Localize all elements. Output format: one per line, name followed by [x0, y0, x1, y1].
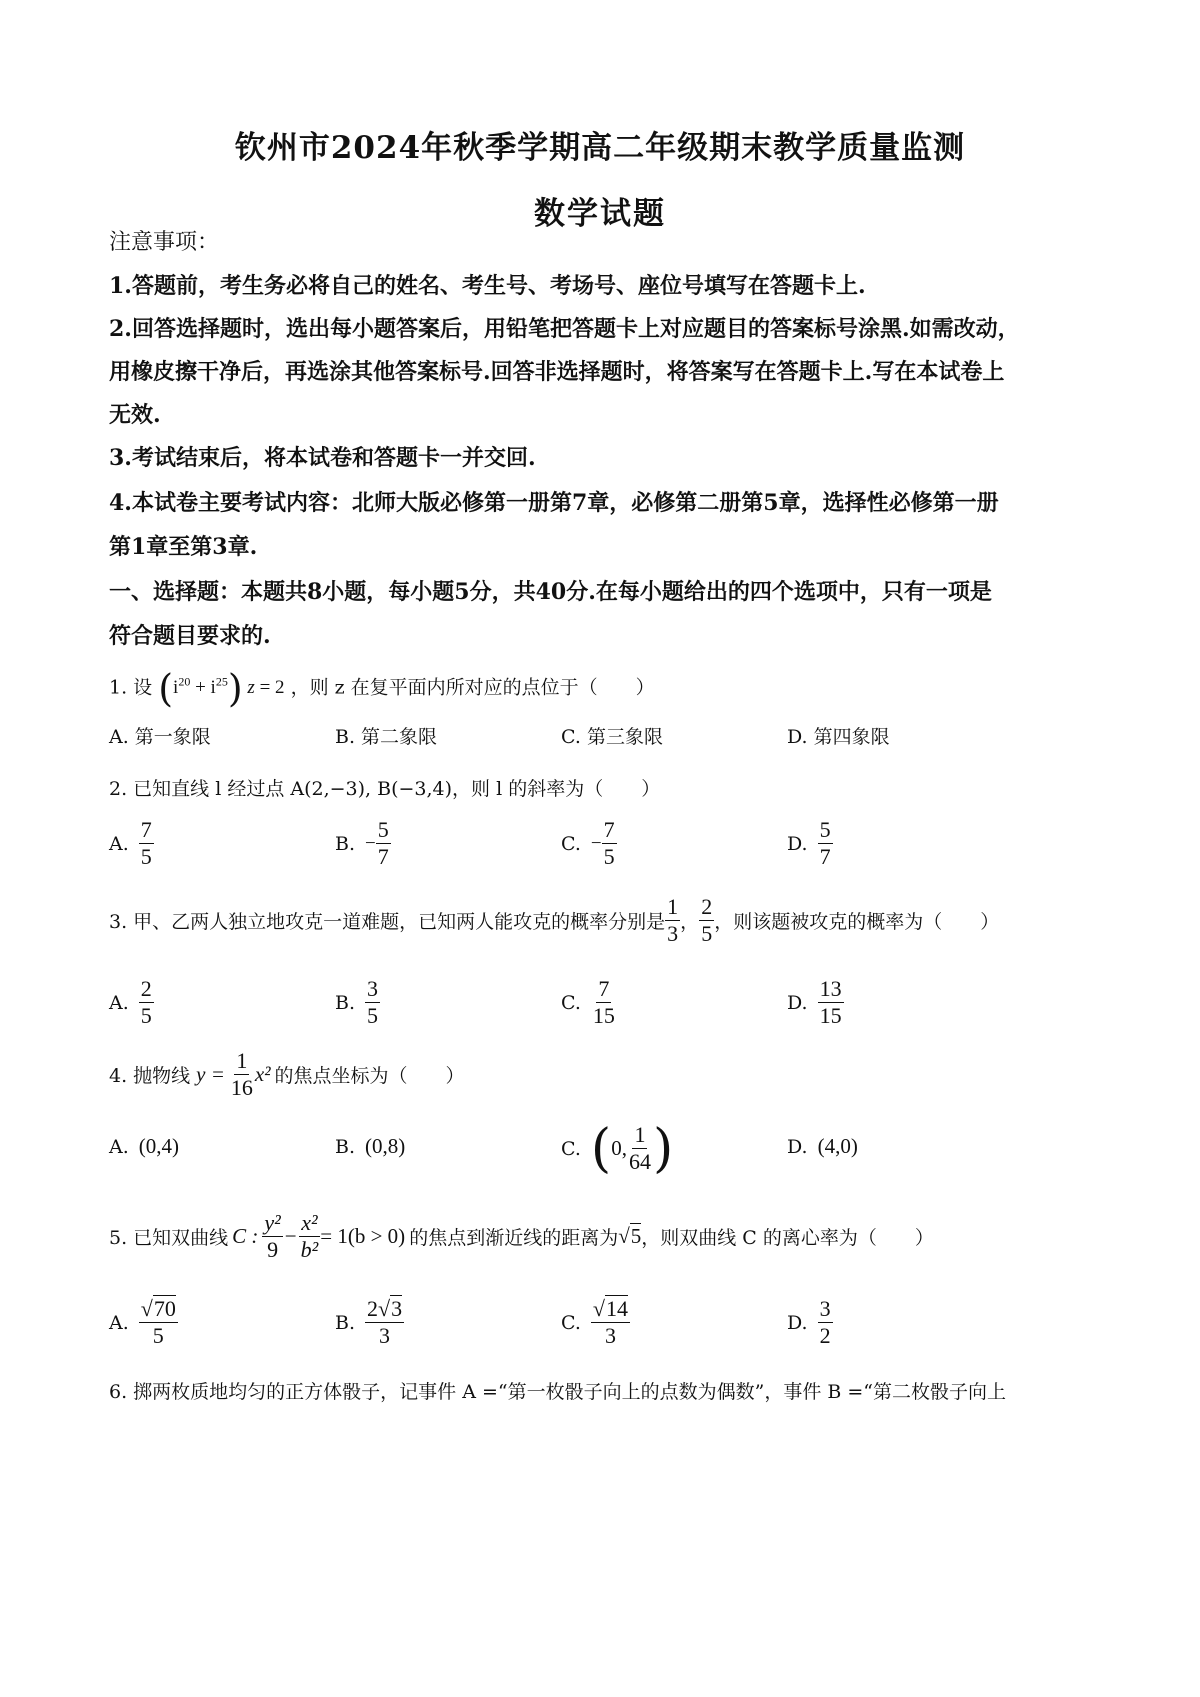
- notice-item-3: 3.考试结束后，将本试卷和答题卡一并交回.: [109, 445, 536, 471]
- notice-heading: 注意事项：: [109, 230, 220, 255]
- question-3-option-b: B. $\frac{3}{5}$: [335, 976, 379, 1028]
- question-3-option-a: A. $\frac{2}{5}$: [109, 976, 152, 1028]
- question-4-stem: 4. 抛物线 y = $\frac{1}{16}$ x² 的焦点坐标为（ ）: [109, 1048, 465, 1100]
- question-1-prefix: 1. 设: [109, 676, 153, 699]
- question-3-stem: 3. 甲、乙两人独立地攻克一道难题，已知两人能攻克的概率分别是 $\frac{1}{3}$ ， $\frac{2}{5}$ ，则该题被攻克的概率为（ ）: [109, 894, 1000, 946]
- question-5-option-c: C. $\frac{√14}{3}$: [561, 1296, 628, 1348]
- question-5-stem: 5. 已知双曲线 C : $\frac{\text{y²}}{9}$ − $\frac{\text{x²}}{\text{b²}}$ = 1(b > 0) 的焦点到渐近线的距离为 √5 ，则双曲线 C 的离心率为（ ）: [109, 1210, 934, 1262]
- question-5-option-b: B. $\frac{2√3}{3}$: [335, 1296, 403, 1348]
- question-1-option-a: A. 第一象限: [109, 726, 211, 748]
- question-2-option-b: B. − $\frac{5}{7}$: [335, 817, 389, 869]
- notice-item-2-line-1: 2.回答选择题时，选出每小题答案后，用铅笔把答题卡上对应题目的答案标号涂黑.如需改动，: [109, 316, 1020, 342]
- notice-item-4-line-1: 4.本试卷主要考试内容：北师大版必修第一册第7章，必修第二册第5章，选择性必修第一册: [109, 490, 999, 516]
- question-4-option-d: D. (4,0): [787, 1134, 858, 1158]
- question-1-option-b: B. 第二象限: [335, 726, 438, 748]
- notice-item-2-line-3: 无效.: [109, 402, 161, 428]
- question-5-option-a: A. $\frac{√70}{5}$: [109, 1296, 176, 1348]
- question-3-option-c: C. $\frac{7}{15}$: [561, 976, 615, 1028]
- question-1-option-d: D. 第四象限: [787, 726, 890, 748]
- question-4-option-a: A. (0,4): [109, 1134, 180, 1158]
- question-6-stem: 6. 掷两枚质地均匀的正方体骰子，记事件 A =“第一枚骰子向上的点数为偶数”，事件 B =“第二枚骰子向上: [109, 1381, 1006, 1403]
- question-2-option-a: A. $\frac{7}{5}$: [109, 817, 152, 869]
- question-2-option-c: C. − $\frac{7}{5}$: [561, 817, 615, 869]
- question-1-equation: $(i^{20} + i^{25}) z = 2$: [158, 667, 285, 711]
- section-heading-line-2: 符合题目要求的.: [109, 623, 271, 649]
- question-1-option-c: C. 第三象限: [561, 726, 663, 748]
- exam-title: 钦州市2024年秋季学期高二年级期末教学质量监测: [234, 130, 966, 166]
- section-heading-line-1: 一、选择题：本题共8小题，每小题5分，共40分.在每小题给出的四个选项中，只有一项是: [109, 579, 992, 605]
- notice-item-4-line-2: 第1章至第3章.: [109, 534, 258, 560]
- notice-item-2-line-2: 用橡皮擦干净后，再选涂其他答案标号.回答非选择题时，将答案写在答题卡上.写在本试卷上: [109, 359, 1005, 385]
- question-1-suffix: ，则 z 在复平面内所对应的点位于（ ）: [290, 676, 655, 699]
- question-5-option-d: D. $\frac{3}{2}$: [787, 1296, 831, 1348]
- exam-subtitle: 数学试题: [534, 196, 666, 232]
- question-2-option-d: D. $\frac{5}{7}$: [787, 817, 831, 869]
- question-2-stem: 2. 已知直线 l 经过点 A(2,−3), B(−3,4)，则 l 的斜率为（ ）: [109, 778, 661, 800]
- question-4-option-b: B. (0,8): [335, 1134, 406, 1158]
- question-3-option-d: D. $\frac{13}{15}$: [787, 976, 842, 1028]
- question-1: [109, 667, 655, 711]
- notice-item-1: 1.答题前，考生务必将自己的姓名、考生号、考场号、座位号填写在答题卡上.: [109, 273, 866, 299]
- question-4-option-c: C. ( 0, $\frac{1}{64}$ ): [561, 1118, 674, 1179]
